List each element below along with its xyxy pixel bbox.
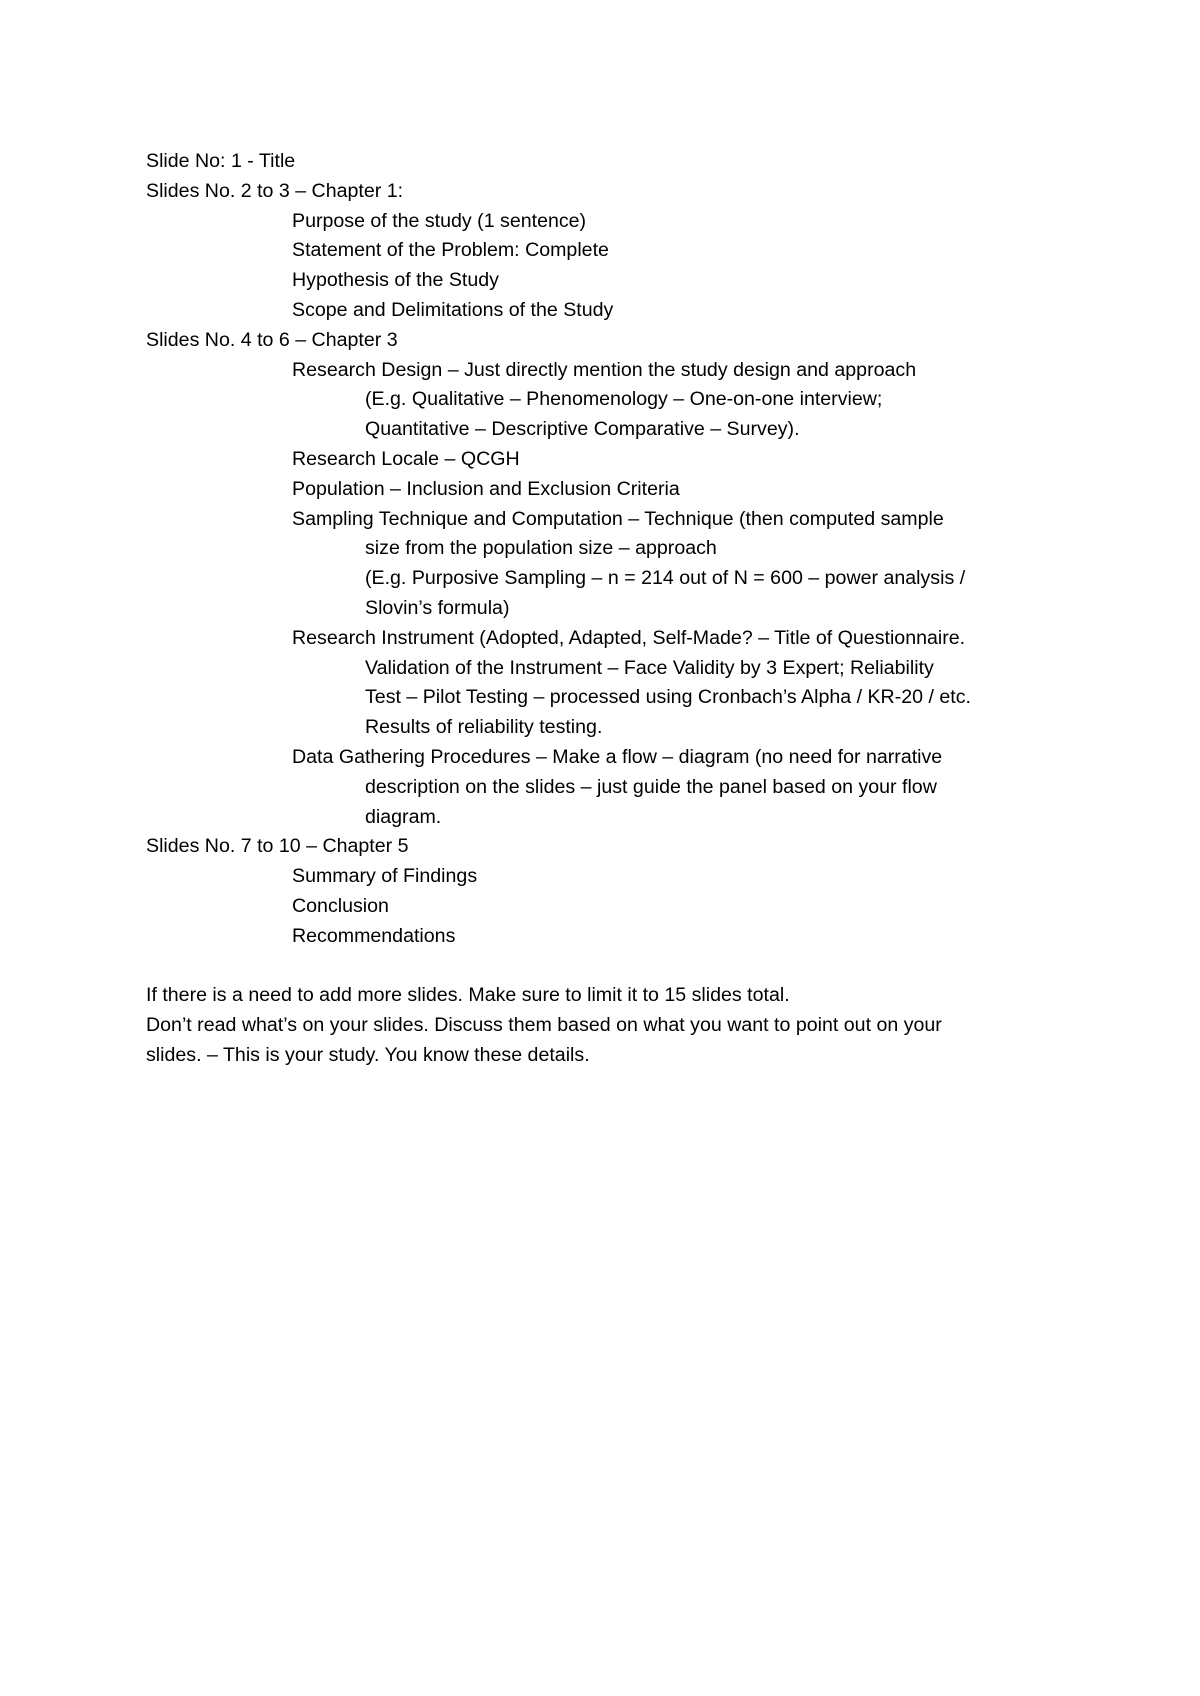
outline-item: Population – Inclusion and Exclusion Criteria <box>292 477 680 500</box>
outline-item-continuation: diagram. <box>365 805 442 828</box>
document-body <box>146 147 1086 1071</box>
outline-item: Research Design – Just directly mention the study design and approach <box>292 358 917 381</box>
outline-item-continuation: Quantitative – Descriptive Comparative – Survey). <box>365 418 800 441</box>
outline-item: Conclusion <box>292 894 389 917</box>
outline-item: Hypothesis of the Study <box>292 269 499 292</box>
section-heading: Slide No: 1 - Title <box>146 150 296 172</box>
section-heading: Slides No. 4 to 6 – Chapter 3 <box>146 328 398 351</box>
outline-item: Scope and Delimitations of the Study <box>292 298 614 321</box>
outline-item-continuation: description on the slides – just guide the panel based on your flow <box>365 775 937 798</box>
closing-paragraph-line: If there is a need to add more slides. Make sure to limit it to 15 slides total. <box>146 984 790 1007</box>
closing-paragraph-line: Don’t read what’s on your slides. Discuss them based on what you want to point out on your <box>146 1014 942 1037</box>
outline-item-continuation: size from the population size – approach <box>365 537 717 560</box>
outline-item: Sampling Technique and Computation – Technique (then computed sample <box>292 507 944 530</box>
closing-paragraph-line: slides. – This is your study. You know these details. <box>146 1043 590 1066</box>
outline-item: Summary of Findings <box>292 865 478 888</box>
outline-item-continuation: Test – Pilot Testing – processed using Cronbach’s Alpha / KR-20 / etc. <box>365 686 971 709</box>
outline-item: Statement of the Problem: Complete <box>292 239 609 262</box>
outline-item: Data Gathering Procedures – Make a flow – diagram (no need for narrative <box>292 745 943 768</box>
outline-item: Research Instrument (Adopted, Adapted, Self-Made? – Title of Questionnaire. <box>292 626 966 649</box>
outline-item: Recommendations <box>292 924 456 947</box>
outline-item-continuation: Results of reliability testing. <box>365 716 603 739</box>
paragraph-gap <box>146 952 1086 982</box>
outline-item: Research Locale – QCGH <box>292 447 520 470</box>
outline-item-continuation: (E.g. Qualitative – Phenomenology – One-on-one interview; <box>365 388 883 411</box>
outline-item-continuation: Validation of the Instrument – Face Validity by 3 Expert; Reliability <box>365 656 934 679</box>
outline-item: Purpose of the study (1 sentence) <box>292 209 587 232</box>
outline-item-continuation: Slovin’s formula) <box>365 596 510 619</box>
section-heading: Slides No. 2 to 3 – Chapter 1: <box>146 179 404 202</box>
section-heading: Slides No. 7 to 10 – Chapter 5 <box>146 835 409 858</box>
outline-item-continuation: (E.g. Purposive Sampling – n = 214 out of N = 600 – power analysis / <box>365 567 966 590</box>
